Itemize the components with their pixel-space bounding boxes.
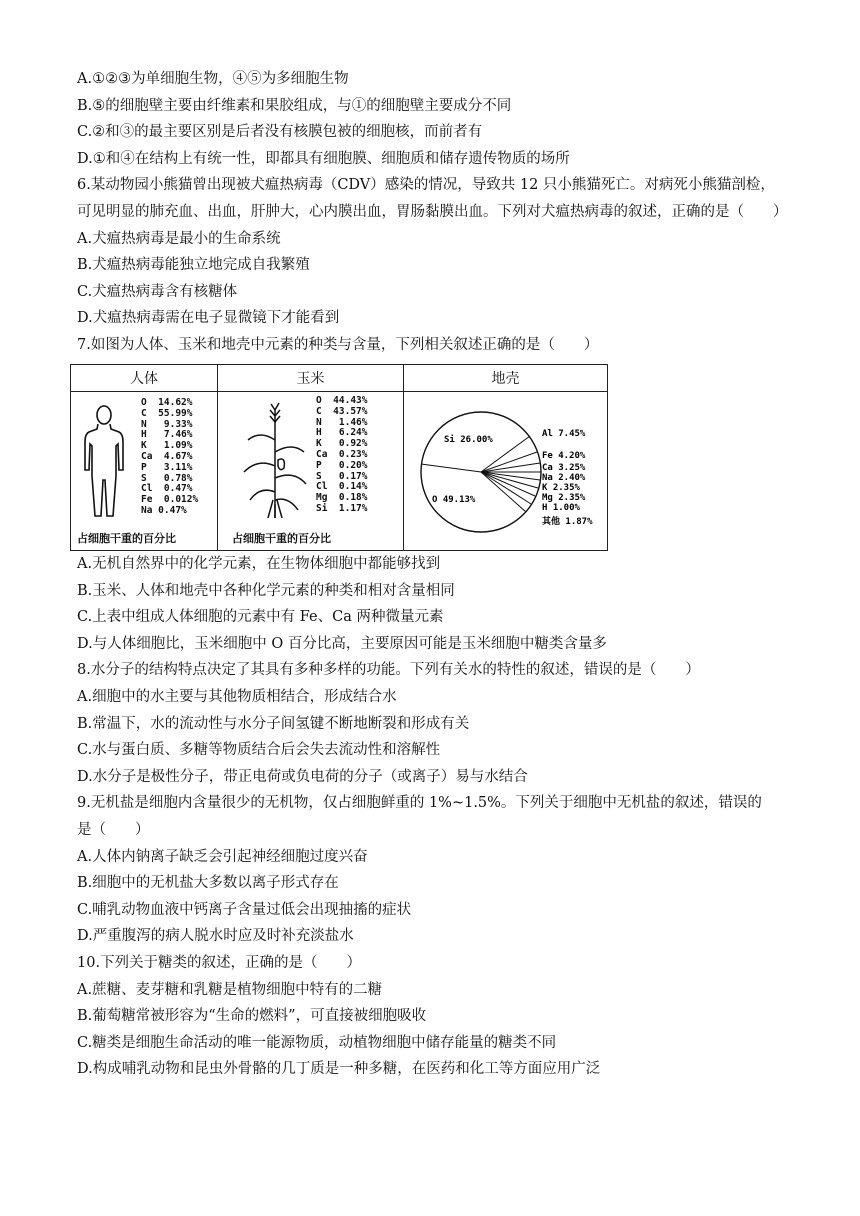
- element-entry: K 0.92%: [316, 438, 368, 450]
- element-entry: C 55.99%: [141, 407, 193, 419]
- element-entry: N 1.46%: [316, 416, 368, 428]
- text-line: A.人体内钠离子缺乏会引起神经细胞过度兴奋: [77, 848, 368, 865]
- element-entry: O 44.43%: [316, 395, 368, 406]
- text-line: 可见明显的肺充血、出血，肝肿大，心内膜出血，胃肠黏膜出血。下列对犬瘟热病毒的叙述，正确的是（ ）: [77, 204, 788, 220]
- element-entry: K 1.09%: [141, 440, 193, 452]
- element-entry: Fe 0.012%: [141, 494, 199, 506]
- text-line: D.水分子是极性分子，带正电荷或负电荷的分子（或离子）易与水结合: [77, 768, 528, 785]
- corn-caption: 占细胞干重的百分比: [232, 532, 331, 545]
- element-entry: S 0.17%: [316, 470, 368, 482]
- pie-label: Fe 4.20%: [542, 451, 586, 461]
- element-entry: Ca 0.23%: [316, 448, 368, 460]
- element-entry: P 0.20%: [316, 459, 368, 471]
- text-line: D.犬瘟热病毒需在电子显微镜下才能看到: [77, 310, 340, 327]
- header-corn: 玉米: [218, 365, 404, 392]
- corn-element-list: [316, 396, 367, 515]
- text-line: B.犬瘟热病毒能独立地完成自我繁殖: [77, 257, 310, 274]
- text-line: 10.下列关于糖类的叙述，正确的是（ ）: [77, 955, 362, 971]
- text-line: D.①和④在结构上有统一性，即都具有细胞膜、细胞质和储存遗传物质的场所: [77, 150, 570, 167]
- text-line: A.①②③为单细胞生物，④⑤为多细胞生物: [77, 71, 349, 87]
- text-line: B.玉米、人体和地壳中各种化学元素的种类和相对含量相同: [77, 582, 455, 599]
- text-line: A.无机自然界中的化学元素，在生物体细胞中都能够找到: [77, 556, 441, 572]
- element-entry: Ca 4.67%: [141, 450, 193, 462]
- human-element-list: [141, 398, 198, 517]
- element-entry: S 0.78%: [141, 472, 193, 484]
- pie-label-o: O 49.13%: [432, 495, 476, 505]
- element-entry: Cl 0.47%: [141, 483, 193, 495]
- text-line: A.细胞中的水主要与其他物质相结合，形成结合水: [77, 689, 397, 705]
- element-entry: O 14.62%: [141, 397, 193, 408]
- pie-label: K 2.35%: [542, 483, 580, 493]
- element-entry: P 3.11%: [141, 461, 193, 473]
- pie-label: Ca 3.25%: [542, 463, 586, 473]
- text-line: C.哺乳动物血液中钙离子含量过低会出现抽搐的症状: [77, 901, 412, 918]
- text-line: C.②和③的最主要区别是后者没有核膜包被的细胞核，而前者有: [77, 124, 483, 141]
- header-crust: 地壳: [404, 365, 608, 392]
- crust-cell: [404, 392, 607, 550]
- text-line: A.犬瘟热病毒是最小的生命系统: [77, 230, 281, 247]
- pie-label: Al 7.45%: [542, 429, 586, 439]
- element-entry: H 7.46%: [141, 429, 193, 441]
- text-line: 7.如图为人体、玉米和地壳中元素的种类与含量，下列相关叙述正确的是（ ）: [77, 337, 599, 353]
- corn-plant-icon: [240, 400, 310, 518]
- text-line: B.细胞中的无机盐大多数以离子形式存在: [77, 875, 339, 892]
- text-line: 是（ ）: [77, 822, 150, 838]
- corn-cell: [218, 392, 403, 550]
- header-human: 人体: [71, 365, 218, 392]
- text-line: C.水与蛋白质、多糖等物质结合后会失去流动性和溶解性: [77, 742, 441, 759]
- human-cell: [71, 392, 217, 550]
- text-line: 9.无机盐是细胞内含量很少的无机物，仅占细胞鲜重的 1%~1.5%。下列关于细胞中无机盐的叙述，错误的: [77, 795, 762, 812]
- human-caption: 占细胞干重的百分比: [77, 532, 176, 545]
- element-entry: C 43.57%: [316, 405, 368, 417]
- pie-label: Na 2.40%: [542, 473, 586, 483]
- text-line: B.⑤的细胞壁主要由纤维素和果胶组成，与①的细胞壁主要成分不同: [77, 97, 512, 114]
- pie-label: Mg 2.35%: [542, 493, 586, 503]
- pie-label: H 1.00%: [542, 503, 580, 513]
- text-line: 6.某动物园小熊猫曾出现被犬瘟热病毒（CDV）感染的情况，导致共 12 只小熊猫死亡。对病死小熊猫剖检，: [77, 177, 775, 194]
- text-line: D.严重腹泻的病人脱水时应及时补充淡盐水: [77, 928, 354, 945]
- element-entry: Si 1.17%: [316, 502, 368, 514]
- text-line: D.构成哺乳动物和昆虫外骨骼的几丁质是一种多糖，在医药和化工等方面应用广泛: [77, 1061, 601, 1078]
- text-line: 8.水分子的结构特点决定了其具有多种多样的功能。下列有关水的特性的叙述，错误的是（ ）: [77, 662, 700, 679]
- element-entry: Cl 0.14%: [316, 481, 368, 493]
- human-silhouette-icon: [81, 404, 127, 522]
- element-entry: Na 0.47%: [141, 504, 187, 516]
- element-content-figure: [70, 364, 608, 551]
- text-line: C.上表中组成人体细胞的元素中有 Fe、Ca 两种微量元素: [77, 609, 444, 626]
- text-line: D.与人体细胞比，玉米细胞中 O 百分比高，主要原因可能是玉米细胞中糖类含量多: [77, 635, 607, 652]
- text-line: C.犬瘟热病毒含有核糖体: [77, 283, 238, 300]
- text-line: A.蔗糖、麦芽糖和乳糖是植物细胞中特有的二糖: [77, 981, 383, 998]
- text-line: B.葡萄糖常被形容为“生命的燃料”，可直接被细胞吸收: [77, 1008, 427, 1025]
- element-entry: Mg 0.18%: [316, 492, 368, 504]
- pie-label: 其他 1.87%: [542, 517, 593, 527]
- text-line: B.常温下，水的流动性与水分子间氢键不断地断裂和形成有关: [77, 715, 470, 732]
- crust-pie-chart: [404, 392, 609, 550]
- pie-label-si: Si 26.00%: [444, 435, 493, 445]
- element-entry: H 6.24%: [316, 427, 368, 439]
- element-entry: N 9.33%: [141, 418, 193, 430]
- text-line: C.糖类是细胞生命活动的唯一能源物质，动植物细胞中储存能量的糖类不同: [77, 1034, 557, 1051]
